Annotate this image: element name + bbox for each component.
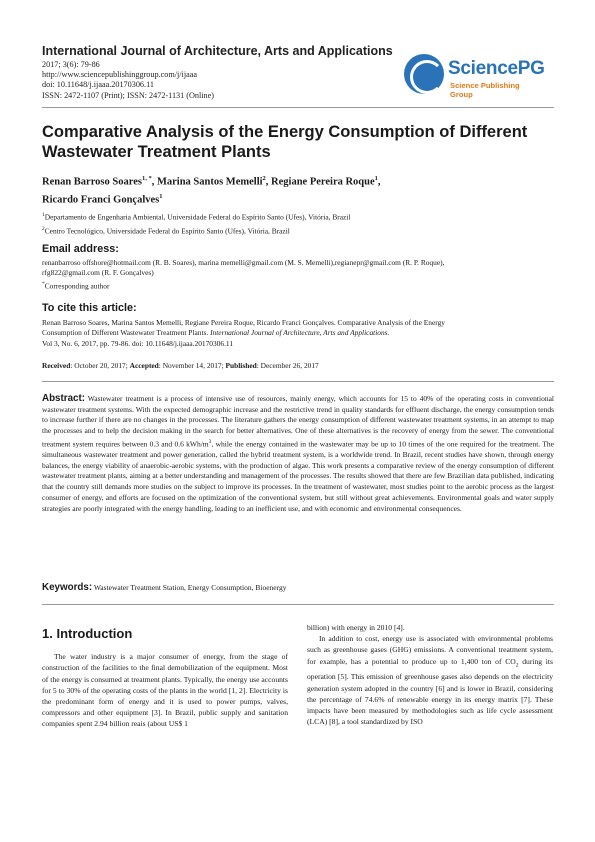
abstract-sup: 3	[208, 438, 212, 445]
citation-line: Vol 3, No. 6, 2017, pp. 79-86. doi: 10.11648/j.ijaaa.20170306.11	[42, 338, 234, 348]
abstract-text: Wastewater treatment is a process of intensive use of resources, mainly energy, which accounts for 15 to 40% of the operating costs in conventional wastewater treatment systems. With the expected demographic increase and the restrictive trend in quality standards for effluent discharge, the energy consumption tends to increase further if there are no changes in the processes. The literature gathers the energy consumption of different wastewater treatment systems, in an attempt to map the processes and to help the decision making in the search for better alternatives. One of these alternatives is the recovery of energy from the sewer. The conventional treatment system requires between 0.3 and 0.6 kWh/m	[42, 394, 554, 449]
journal-url[interactable]: http://www.sciencepublishinggroup.com/j/ijaaa	[42, 70, 197, 80]
affiliation-mark: 1	[42, 212, 45, 218]
paper-title: Comparative Analysis of the Energy Consumption of Different Wastewater Treatment Plants	[42, 123, 528, 161]
journal-header	[42, 44, 554, 106]
citation-line	[42, 328, 554, 338]
accepted-label: Accepted	[129, 361, 159, 370]
sciencepg-logo-icon	[404, 54, 444, 94]
author-affil-mark: 1	[159, 192, 163, 200]
affiliations	[42, 209, 554, 238]
body-column-right	[307, 622, 553, 727]
citation-text: Consumption of Different Wastewater Treatment Plants.	[42, 328, 211, 338]
published-label: Published	[225, 361, 257, 370]
corresponding-note: *Corresponding author	[42, 280, 110, 291]
corresponding-text: Corresponding author	[44, 281, 110, 291]
author-affil-mark: 1, *	[141, 175, 152, 182]
abstract-divider	[42, 381, 554, 382]
body-paragraph: billion) with energy in 2010 [4].	[307, 623, 405, 632]
abstract-label: Abstract:	[42, 393, 86, 404]
keywords	[42, 582, 554, 593]
citation-block	[42, 318, 554, 349]
body-divider	[42, 604, 554, 605]
affiliation-mark: 2	[42, 226, 45, 233]
journal-volume: 2017; 3(6): 79-86	[42, 60, 100, 69]
affiliation-text: Centro Tecnológico, Universidade Federal do Espírito Santo (Ufes), Vitória, Brazil	[44, 226, 290, 236]
journal-doi[interactable]: doi: 10.11648/j.ijaaa.20170306.11	[42, 80, 154, 90]
affiliation-item	[42, 209, 554, 223]
logo-subtitle: Science Publishing Group	[450, 81, 520, 99]
body-paragraph	[307, 633, 553, 727]
author-name: Ricardo Franci Gonçalves	[42, 194, 160, 205]
received-label: Received	[42, 361, 71, 370]
received-date: : October 20, 2017;	[70, 361, 130, 370]
journal-issn: ISSN: 2472-1107 (Print); ISSN: 2472-1131 (Online)	[42, 90, 215, 100]
email-block	[42, 258, 554, 292]
email-heading: Email address:	[42, 243, 119, 255]
author-list: Renan Barroso Soares$^{1, *}$, Marina Santos Memelli$^2$, Regiane Pereira Roque$^1$, Ricardo Franci Gonçalves$^1$	[42, 175, 381, 205]
sciencepg-logo	[404, 50, 544, 100]
body-text: In addition to cost, energy use is associated with environmental problems such as greenhouse gases (GHG) emissions. A conventional treatment system, for example, has a potential to produce up to 1,400 ton of CO	[307, 634, 553, 666]
author-name: Marina Santos Memelli	[156, 176, 263, 188]
keywords-text: Wastewater Treatment Station, Energy Consumption, Bioenergy	[92, 583, 287, 592]
abstract-text-cont: , while the energy contained in the wastewater may be up to 10 times of the one required for the treatment. The simultaneous wastewater treatment and power generation, called the hybrid treatment system, is a worldwide trend. In Brazil, recent studies have shown, through energy balances, the energy viability of anaerobic-aerobic systems, with the production of algae. This work presents a comparative review of the energy consumption of different wastewater treatment plants, aiming at a better understanding and management of the processes. The results showed that there are few Brazilian data published, indicating that the country still demands more studies on the subject to improve its processes. In the treatment of wastewater, most studies point to the aerobic process as the largest consumer of energy, and efforts are focused on the optimization of the conventional system, but still without great achievements. Environmental goals and water supply strategies are poorly integrated with the energy handling, leading to an inefficient use, and with economic and environmental consequences.	[42, 439, 555, 513]
author-name: Renan Barroso Soares	[42, 176, 142, 188]
co2-subscript: 2	[515, 662, 519, 669]
logo-name: SciencePG	[448, 58, 545, 79]
body-column-left	[42, 622, 288, 730]
abstract	[42, 394, 554, 514]
email-line[interactable]: renanbarroso offshore@hotmail.com (R. B. Soares), marina memelli@gmail.com (M. S. Memelli),regianepr@gmail.com (R. P. Roque),	[42, 258, 445, 267]
keywords-label: Keywords:	[42, 582, 93, 593]
header-divider	[42, 107, 554, 108]
citation-journal: International Journal of Architecture, Arts and Applications.	[210, 328, 390, 338]
cite-heading: To cite this article:	[42, 302, 137, 314]
author-affil-mark: 1	[374, 175, 378, 182]
body-paragraph: The water industry is a major consumer of energy, from the stage of construction of the facilities to the final demobilization of the equipment. Most of the energy is consumed at treatment plants. Typically, the energy use accounts for 5 to 30% of the operating costs of the plants in the world [1, 2]. Electricity is the predominant form of energy and it is used to power pumps, valves, compressors and other equipment [3]. In Brazil, public supply and sanitation companies spent 2.94 billion reais (about US$ 1	[42, 652, 288, 729]
journal-title: International Journal of Architecture, Arts and Applications	[42, 44, 393, 58]
body-text: during its operation [5]. This emission of greenhouse gases also depends on the electricity generation system adopted in the country [6] and is lower in Brazil, considering the percentage of 74.6% of renewable energy in its energy matrix [7]. These impacts have been measured by methodologies such as life cycle assessment (LCA) [8], a tool standardized by ISO	[307, 656, 553, 727]
author-affil-mark: 2	[262, 175, 266, 182]
email-line[interactable]: rfg822@gmail.com (R. F. Gonçalves)	[42, 268, 154, 278]
author-name: Regiane Pereira Roque	[271, 176, 375, 188]
article-dates	[42, 361, 319, 370]
accepted-date: : November 14, 2017;	[158, 361, 226, 370]
affiliation-item	[42, 223, 554, 237]
section-heading-introduction: 1. Introduction	[42, 626, 133, 641]
affiliation-text: Departamento de Engenharia Ambiental, Universidade Federal do Espírito Santo (Ufes), Vitória, Brazil	[44, 212, 351, 222]
citation-line: Renan Barroso Soares, Marina Santos Memelli, Regiane Pereira Roque, Ricardo Franci Gonçalves. Comparative Analysis of the Energy	[42, 318, 445, 327]
published-date: : December 26, 2017	[256, 361, 319, 370]
